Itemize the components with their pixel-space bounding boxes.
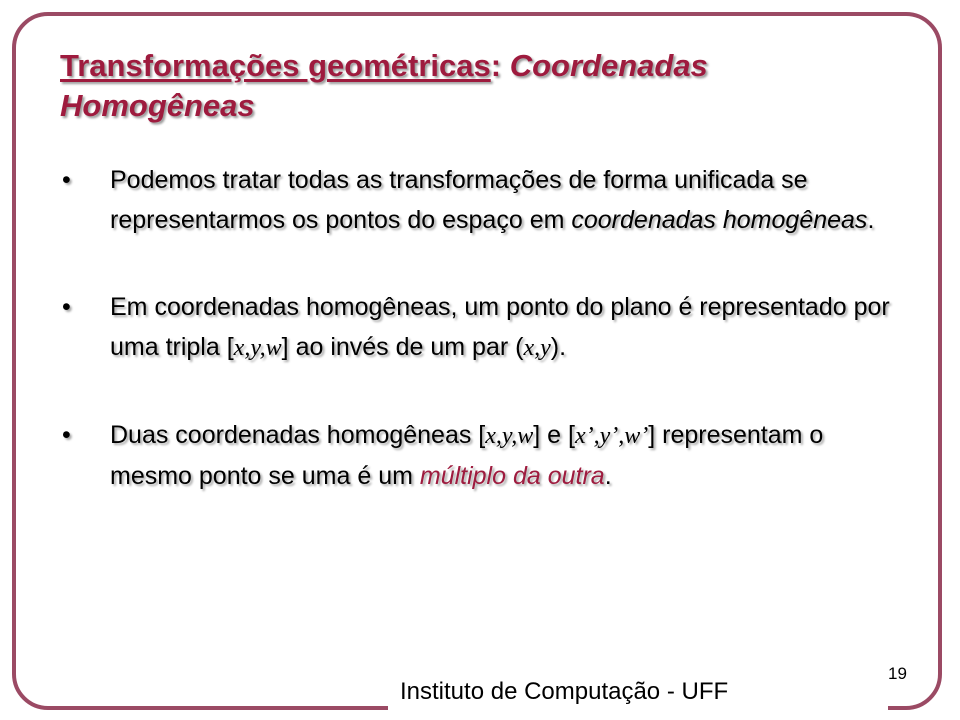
footer-institution: Instituto de Computação - UFF [400,678,729,705]
bullet-marker: • [62,421,71,449]
bullet-item [50,287,895,368]
page-number: 19 [888,664,907,683]
title-subtitle: Coordenadas Homogêneas [60,48,708,123]
bullet-text: . [604,462,612,490]
bullet-text: Podemos tratar todas as transformações de forma unificada se representarmos os pontos do espaço em [110,166,808,234]
bullet-text: ] ao invés de um par ( [281,333,524,361]
math-triple-prime: x’,y’,w’ [574,423,649,449]
bullet-item [50,160,895,240]
bullet-text: ). [550,333,567,361]
bullet-item [50,415,895,496]
bullet-text: Duas coordenadas homogêneas [ [110,421,486,449]
bullet-emphasis: coordenadas homogêneas [571,206,868,234]
bullet-highlight: múltiplo da outra [419,462,605,490]
bullet-list [50,160,895,543]
bullet-marker: • [62,166,71,194]
bullet-text: . [867,206,875,234]
bullet-marker: • [62,293,71,321]
bullet-text: Em coordenadas homogêneas, um ponto do plano é representado por uma tripla [ [110,293,890,361]
title-main: Transformações geométricas [60,48,491,83]
slide-title [60,46,910,126]
math-pair: x,y [523,335,551,361]
title-colon: : [490,48,502,83]
bullet-text: ] representam o mesmo ponto se uma é um [110,421,824,490]
bullet-text: ] e [ [533,421,575,449]
math-triple: x,y,w [485,423,534,449]
math-triple: x,y,w [233,335,282,361]
